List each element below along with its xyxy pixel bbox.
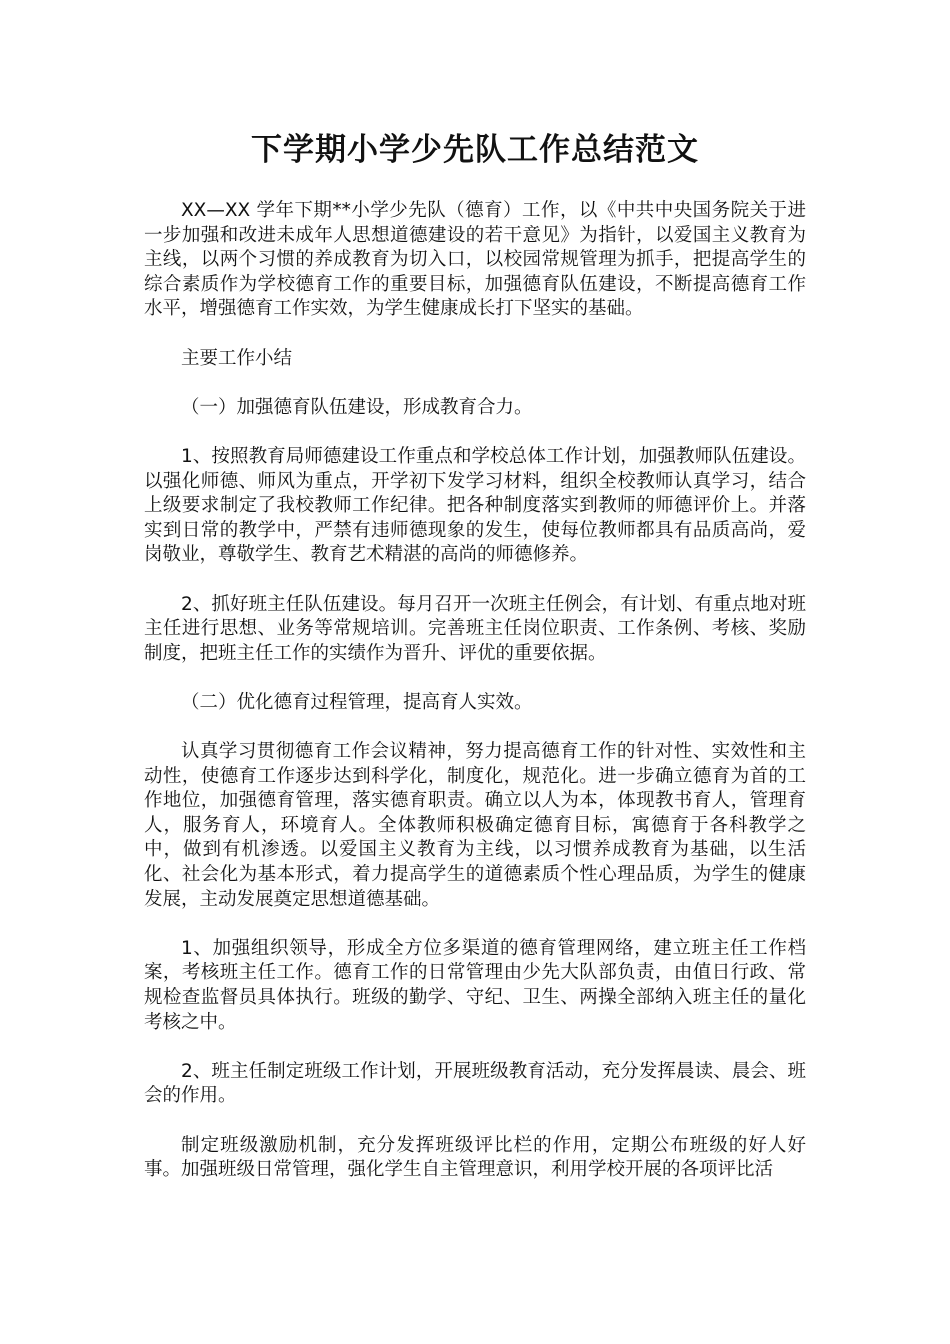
paragraph-item-2-1: 1、加强组织领导，形成全方位多渠道的德育管理网络，建立班主任工作档案，考核班主任工作。德育工作的日常管理由少先大队部负责，由值日行政、常规检查监督员具体执行。班级的勤学、守纪、卫生、两操全部纳入班主任的量化考核之中。	[144, 937, 806, 1033]
paragraph-section-heading: 主要工作小结	[181, 347, 293, 369]
paragraph-item-1-2: 2、抓好班主任队伍建设。每月召开一次班主任例会，有计划、有重点地对班主任进行思想、业务等常规培训。完善班主任岗位职责、工作条例、考核、奖励制度，把班主任工作的实绩作为晋升、评优的重要依据。	[144, 593, 806, 664]
document-title: 下学期小学少先队工作总结范文	[251, 132, 699, 168]
paragraph-subheading-1: （一）加强德育队伍建设，形成教育合力。	[181, 396, 533, 418]
paragraph-intro: XX—XX 学年下期**小学少先队（德育）工作，以《中共中央国务院关于进一步加强和改进未成年人思想道德建设的若干意见》为指针，以爱国主义教育为主线，以两个习惯的养成教育为切入口，以校园常规管理为抓手，把提高学生的综合素质作为学校德育工作的重要目标，加强德育队伍建设，不断提高德育工作水平，增强德育工作实效，为学生健康成长打下坚实的基础。	[144, 200, 806, 320]
paragraph-subheading-2: （二）优化德育过程管理，提高育人实效。	[181, 691, 533, 713]
paragraph-item-2-2: 2、班主任制定班级工作计划，开展班级教育活动，充分发挥晨读、晨会、班会的作用。	[144, 1060, 806, 1107]
paragraph-body-3: 制定班级激励机制，充分发挥班级评比栏的作用，定期公布班级的好人好事。加强班级日常管理，强化学生自主管理意识，利用学校开展的各项评比活	[144, 1134, 806, 1181]
paragraph-body-2: 认真学习贯彻德育工作会议精神，努力提高德育工作的针对性、实效性和主动性，使德育工作逐步达到科学化，制度化，规范化。进一步确立德育为首的工作地位，加强德育管理，落实德育职责。确立以人为本，体现教书育人，管理育人，服务育人，环境育人。全体教师积极确定德育目标，寓德育于各科教学之中，做到有机渗透。以爱国主义教育为主线，以习惯养成教育为基础，以生活化、社会化为基本形式，着力提高学生的道德素质个性心理品质，为学生的健康发展，主动发展奠定思想道德基础。	[144, 741, 806, 910]
document-body	[144, 199, 806, 1183]
paragraph-item-1-1: 1、按照教育局师德建设工作重点和学校总体工作计划，加强教师队伍建设。以强化师德、师风为重点，开学初下发学习材料，组织全校教师认真学习，结合上级要求制定了我校教师工作纪律。把各种制度落实到教师的师德评价上。并落实到日常的教学中，严禁有违师德现象的发生，使每位教师都具有品质高尚，爱岗敬业，尊敬学生、教育艺术精湛的高尚的师德修养。	[144, 445, 806, 566]
